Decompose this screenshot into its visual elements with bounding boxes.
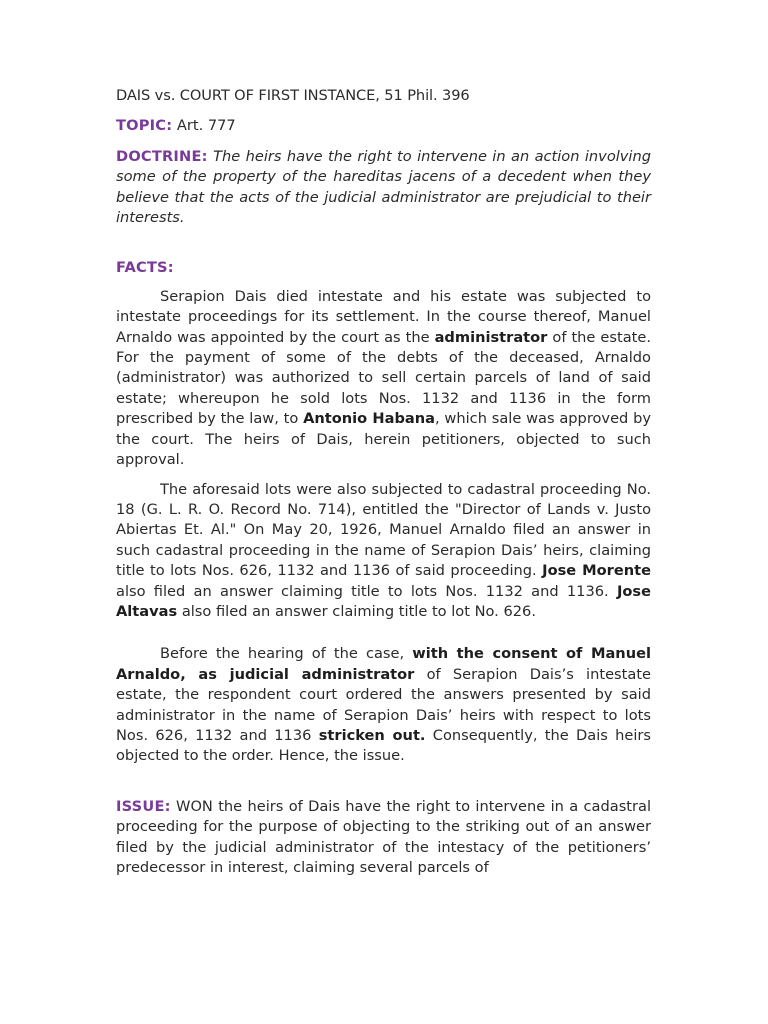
facts-paragraph-2	[116, 480, 651, 623]
facts-p2-text-3: also filed an answer claiming title to lot No. 626.	[181, 602, 536, 620]
issue-label: ISSUE:	[116, 797, 171, 815]
topic-label: TOPIC:	[116, 117, 173, 135]
facts-p1-text-2: of the estate. For the payment of some of the debts of the deceased, Arnaldo (administrator) was authorized to sell certain parcels of land of said estate; whereupon he sold lots Nos. 1132 and 1136 in the form prescribed by the law, to	[116, 328, 651, 428]
facts-p2-text-2: also filed an answer claiming title to lots Nos. 1132 and 1136.	[116, 582, 609, 600]
topic-line	[116, 116, 651, 136]
doctrine-text: The heirs have the right to intervene in an action involving some of the property of the hareditas jacens of a decedent when they believe that the acts of the judicial administrator are prejudicial to their interests.	[116, 147, 651, 227]
issue-text: WON the heirs of Dais have the right to intervene in a cadastral proceeding for the purpose of objecting to the striking out of an answer filed by the judicial administrator of the intestacy of the petitioners’ predecessor in interest, claiming several parcels of	[116, 797, 652, 876]
facts-p3-bold-2: stricken out.	[318, 726, 426, 744]
document-page	[116, 86, 651, 878]
facts-paragraph-1	[116, 287, 651, 471]
facts-p2-bold-2: Jose Altavas	[116, 582, 652, 620]
facts-p3-text-3: Consequently, the Dais heirs objected to the order. Hence, the issue.	[116, 726, 652, 765]
doctrine-paragraph	[116, 147, 651, 229]
facts-p1-text-3: , which sale was approved by the court. The heirs of Dais, herein petitioners, objected to such approval.	[116, 410, 651, 469]
facts-p1-bold-2: Antonio Habana	[303, 410, 436, 428]
topic-value: Art. 777	[176, 117, 236, 135]
facts-heading	[116, 258, 651, 278]
doctrine-label: DOCTRINE:	[116, 147, 208, 165]
facts-p1-text-1: Serapion Dais died intestate and his estate was subjected to intestate proceedings for its settlement. In the course thereof, Manuel Arnaldo was appointed by the court as the	[116, 287, 651, 346]
facts-p1-bold-1: administrator	[434, 328, 548, 346]
facts-p2-bold-1: Jose Morente	[542, 562, 652, 580]
facts-p3-bold-1: with the consent of Manuel Arnaldo, as judicial administrator	[116, 645, 651, 683]
facts-paragraph-3	[116, 644, 651, 766]
facts-p2-text-1: The aforesaid lots were also subjected to cadastral proceeding No. 18 (G. L. R. O. Record No. 714), entitled the "Director of Lands v. Justo Abiertas Et. Al." On May 20, 1926, Manuel Arnaldo filed an answer in such cadastral proceeding in the name of Serapion Dais’ heirs, claiming title to lots Nos. 626, 1132 and 1136 of said proceeding.	[116, 480, 651, 580]
case-title: DAIS vs. COURT OF FIRST INSTANCE, 51 Phil. 396	[116, 87, 470, 104]
facts-p3-text-2: of Serapion Dais’s intestate estate, the respondent court ordered the answers presented by said administrator in the name of Serapion Dais’ heirs with respect to lots Nos. 626, 1132 and 1136	[116, 665, 652, 744]
facts-label: FACTS:	[116, 259, 174, 277]
facts-p3-text-1: Before the hearing of the case,	[160, 645, 405, 663]
issue-paragraph	[116, 797, 651, 879]
